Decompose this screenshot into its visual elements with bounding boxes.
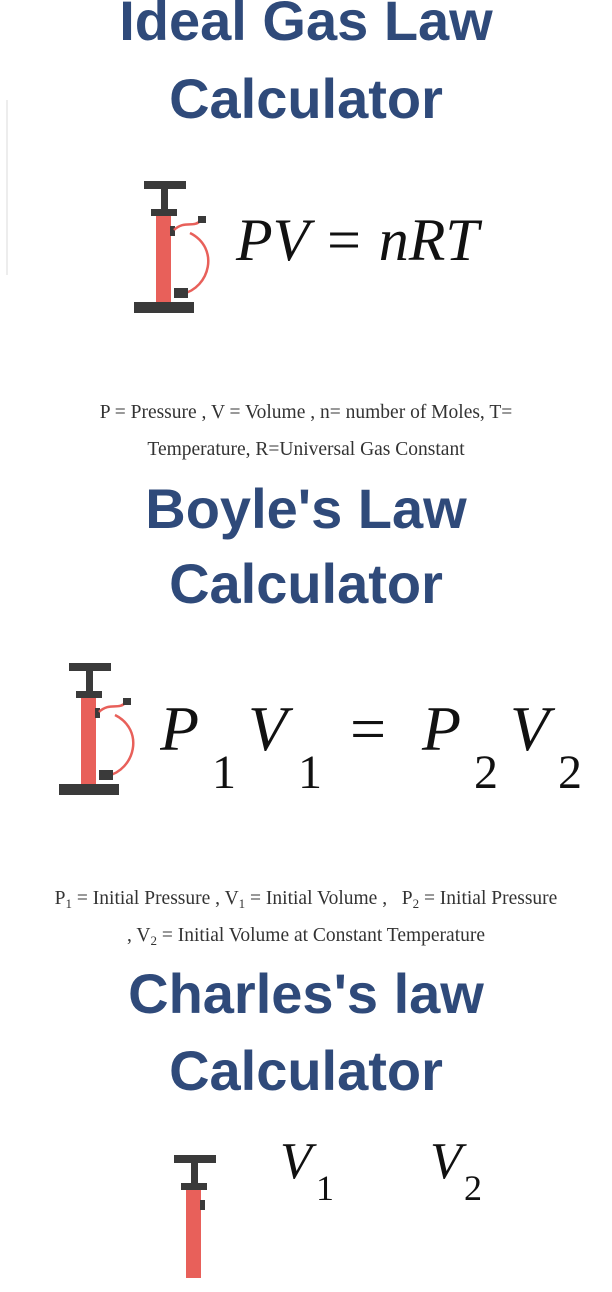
boyle-description-line2: , $V_2$ = Initial Volume at Constant Temperature	[126, 925, 486, 948]
svg-text:1: 1	[298, 746, 322, 799]
svg-text:V: V	[430, 1133, 462, 1190]
svg-text:1: 1	[212, 746, 236, 799]
svg-text:1: 1	[316, 1168, 334, 1200]
boyle-title-line1[interactable]: Boyle's Law	[145, 477, 467, 540]
svg-text:P: P	[160, 693, 200, 764]
bicycle-pump-icon	[130, 178, 220, 318]
svg-text:=: =	[350, 693, 387, 764]
ideal-gas-title-line2[interactable]: Calculator	[169, 67, 443, 130]
boyle-description-line1: $P_1$ = Initial Pressure , $V_1$ = Initial Volume , $P_2$ = Initial Pressure	[54, 888, 558, 911]
svg-text:2: 2	[558, 746, 582, 799]
bicycle-pump-icon	[55, 660, 145, 800]
bicycle-pump-icon	[160, 1152, 250, 1292]
charles-formula	[270, 1130, 510, 1200]
svg-text:V: V	[248, 693, 288, 764]
charles-title-line1[interactable]: Charles's law	[128, 962, 484, 1025]
ideal-gas-formula: PV = nRT	[236, 207, 479, 273]
charles-title-line2[interactable]: Calculator	[169, 1039, 443, 1102]
svg-text:2: 2	[474, 746, 498, 799]
boyle-formula	[160, 680, 600, 800]
svg-text:P: P	[422, 693, 462, 764]
svg-text:V: V	[280, 1133, 312, 1190]
svg-text:2: 2	[464, 1168, 482, 1200]
ideal-gas-description-line2: Temperature, R=Universal Gas Constant	[147, 439, 465, 460]
ideal-gas-title-line1[interactable]: Ideal Gas Law	[119, 0, 493, 52]
boyle-title-line2[interactable]: Calculator	[169, 552, 443, 615]
svg-text:V: V	[510, 693, 550, 764]
ideal-gas-description-line1: P = Pressure , V = Volume , n= number of Moles, T=	[99, 402, 513, 423]
